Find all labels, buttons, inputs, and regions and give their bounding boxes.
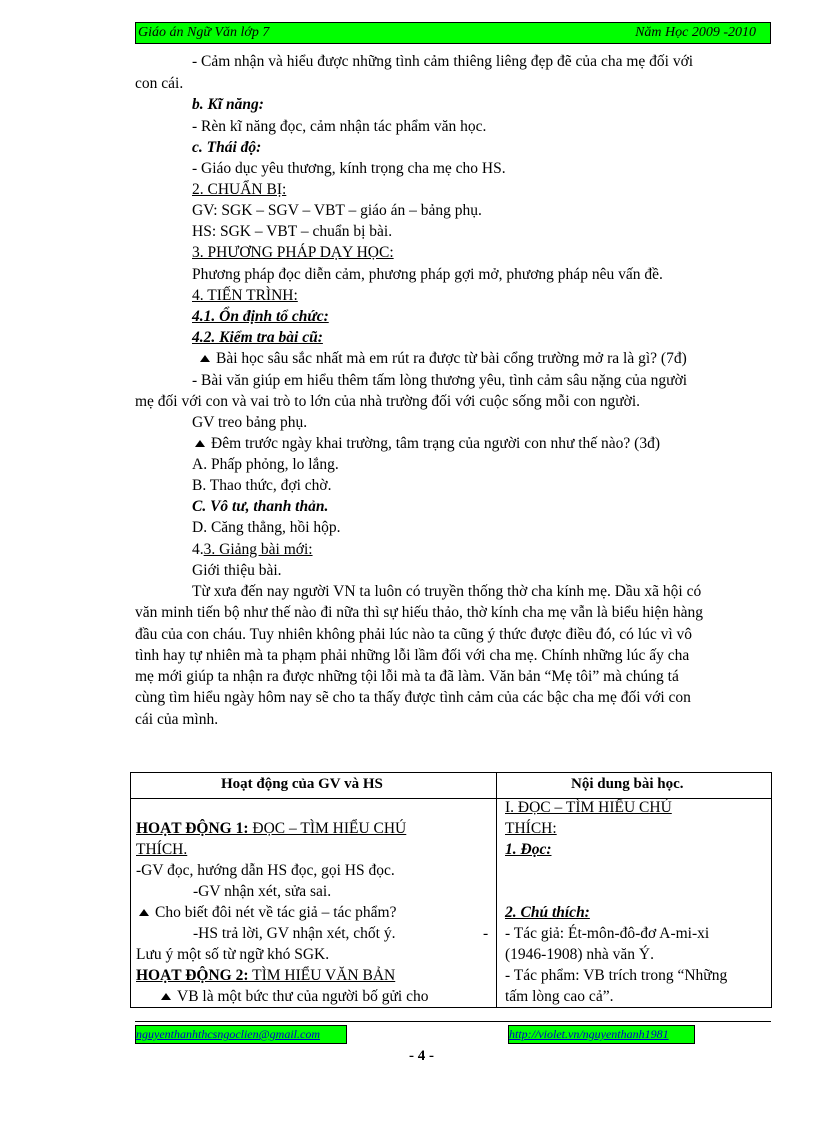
page-number: - 4 - — [409, 1048, 434, 1064]
ppdh-text: Phương pháp đọc diễn cảm, phương pháp gợi mở, phương pháp nêu vấn đề. — [192, 266, 663, 283]
content-work: - Tác phẩm: VB trích trong “Những — [505, 967, 728, 984]
content-doc: 1. Đọc: — [505, 841, 552, 858]
intro-line: cùng tìm hiểu ngày hôm nay sẽ cho ta thấy được tình cảm của các bậc cha mẹ đối với con — [135, 689, 691, 706]
heading-43-prefix: 4. — [192, 541, 204, 558]
heading-thaido: c. Thái độ: — [192, 139, 262, 156]
activity-line: Lưu ý một số từ ngữ khó SGK. — [136, 946, 330, 963]
hs-prep: HS: SGK – VBT – chuẩn bị bài. — [192, 223, 393, 240]
answer-1-cont: mẹ đối với con và vai trò to lớn của nhà trường đối với cuộc sống mỗi con người. — [135, 393, 641, 410]
activity-2-title: TÌM HIỂU VĂN BẢN — [248, 967, 396, 984]
kinang-text: - Rèn kĩ năng đọc, cảm nhận tác phẩm văn học. — [192, 118, 487, 135]
intro-line: mẹ mới giúp ta nhận ra được những tội lỗi mà ta đã làm. Văn bản “Mẹ tôi” mà chúng tá — [135, 668, 679, 685]
col-header-activities: Hoạt động của GV và HS — [221, 776, 383, 792]
activity-question — [161, 987, 428, 1007]
objective-text-cont: con cái. — [135, 75, 184, 92]
content-author-cont: (1946-1908) nhà văn Ý. — [505, 946, 654, 963]
heading-41: 4.1. Ổn định tổ chức: — [192, 308, 329, 325]
thaido-text: - Giáo dục yêu thương, kính trọng cha mẹ cho HS. — [192, 160, 506, 177]
triangle-bullet-icon — [161, 993, 171, 1000]
header-year: Năm Học 2009 -2010 — [635, 25, 756, 40]
heading-42: 4.2. Kiểm tra bài cũ: — [192, 329, 323, 346]
col-header-content: Nội dung bài học. — [571, 776, 684, 792]
activity-dash: - — [483, 925, 489, 942]
intro-line: tình hay tự nhiên mà ta phạm phải những lỗi lầm đối với cha mẹ. Chính những lúc ấy cha — [135, 647, 690, 664]
activity-line: -GV đọc, hướng dẫn HS đọc, gọi HS đọc. — [136, 862, 395, 879]
heading-chuanbi: 2. CHUẨN BỊ: — [192, 181, 287, 198]
triangle-bullet-icon — [195, 440, 205, 447]
activity-line: -HS trả lời, GV nhận xét, chốt ý. — [193, 925, 396, 942]
activity-1-title: ĐỌC – TÌM HIỂU CHÚ — [248, 820, 407, 837]
intro-line: Từ xưa đến nay người VN ta luôn có truyền thống thờ cha kính mẹ. Dầu xã hội có — [192, 583, 702, 600]
intro-line: cái của mình. — [135, 711, 219, 728]
activity-1-heading-cont: THÍCH. — [136, 841, 188, 858]
footer-email-box — [135, 1025, 347, 1044]
activity-question-text: Cho biết đôi nét về tác giả – tác phẩm? — [155, 904, 397, 921]
gioi-thieu: Giới thiệu bài. — [192, 562, 282, 579]
footer-url-link[interactable]: http://violet.vn/nguyenthanh1981 — [509, 1027, 669, 1041]
footer-url-box — [508, 1025, 695, 1044]
gv-treo: GV treo bảng phụ. — [192, 414, 308, 431]
option-a: A. Phấp phỏng, lo lắng. — [192, 456, 339, 473]
objective-text: - Cảm nhận và hiểu được những tình cảm thiêng liêng đẹp đẽ của cha mẹ đối với — [192, 53, 694, 70]
intro-line: đầu của con cháu. Tuy nhiên không phải lúc nào ta cũng ý thức được điều đó, có lúc vì vô — [135, 626, 693, 643]
triangle-bullet-icon — [200, 355, 210, 362]
question-2-text: Đêm trước ngày khai trường, tâm trạng của người con như thế nào? (3đ) — [211, 435, 661, 452]
activity-2-label: HOẠT ĐỘNG 2: — [136, 967, 249, 984]
activity-2-heading — [136, 966, 395, 986]
activity-1-heading — [136, 819, 406, 839]
content-chuthich: 2. Chú thích: — [505, 904, 590, 921]
content-section-1: I. ĐỌC – TÌM HIỂU CHÚ — [505, 799, 672, 816]
content-work-cont: tấm lòng cao cả”. — [505, 988, 614, 1005]
page-header — [135, 22, 771, 44]
gv-prep: GV: SGK – SGV – VBT – giáo án – bảng phụ. — [192, 202, 482, 219]
activity-question — [139, 903, 396, 923]
option-d: D. Căng thẳng, hồi hộp. — [192, 519, 341, 536]
option-c: C. Vô tư, thanh thản. — [192, 498, 329, 515]
heading-43-title: 3. Giảng bài mới: — [203, 541, 313, 558]
activity-1-label: HOẠT ĐỘNG 1: — [136, 820, 249, 837]
footer-rule — [135, 1021, 771, 1022]
question-1 — [200, 349, 687, 369]
header-divider — [131, 798, 771, 799]
question-2 — [195, 434, 660, 454]
content-author: - Tác giả: Ét-môn-đô-đơ A-mi-xi — [505, 925, 710, 942]
activity-line: -GV nhận xét, sửa sai. — [193, 883, 332, 900]
question-1-text: Bài học sâu sắc nhất mà em rút ra được từ bài cổng trường mở ra là gì? (7đ) — [216, 350, 687, 367]
answer-1: - Bài văn giúp em hiểu thêm tấm lòng thương yêu, tình cảm sâu nặng của người — [192, 372, 688, 389]
heading-kinang: b. Kĩ năng: — [192, 96, 264, 113]
content-section-1-cont: THÍCH: — [505, 820, 557, 837]
heading-ppdh: 3. PHƯƠNG PHÁP DẠY HỌC: — [192, 244, 394, 261]
heading-43 — [192, 540, 313, 560]
triangle-bullet-icon — [139, 909, 149, 916]
header-title: Giáo án Ngữ Văn lớp 7 — [138, 25, 270, 40]
footer-email-link[interactable]: nguyenthanhthcsngoclien@gmail.com — [136, 1027, 321, 1041]
column-divider — [496, 773, 497, 1007]
activity-question-text: VB là một bức thư của người bố gửi cho — [177, 988, 429, 1005]
lesson-table — [130, 772, 772, 1008]
heading-tientrinh: 4. TIẾN TRÌNH: — [192, 287, 298, 304]
option-b: B. Thao thức, đợi chờ. — [192, 477, 332, 494]
intro-line: văn minh tiến bộ như thế nào đi nữa thì sự hiếu thảo, thờ kính cha mẹ vẫn là biểu hiện hàng — [135, 604, 704, 621]
